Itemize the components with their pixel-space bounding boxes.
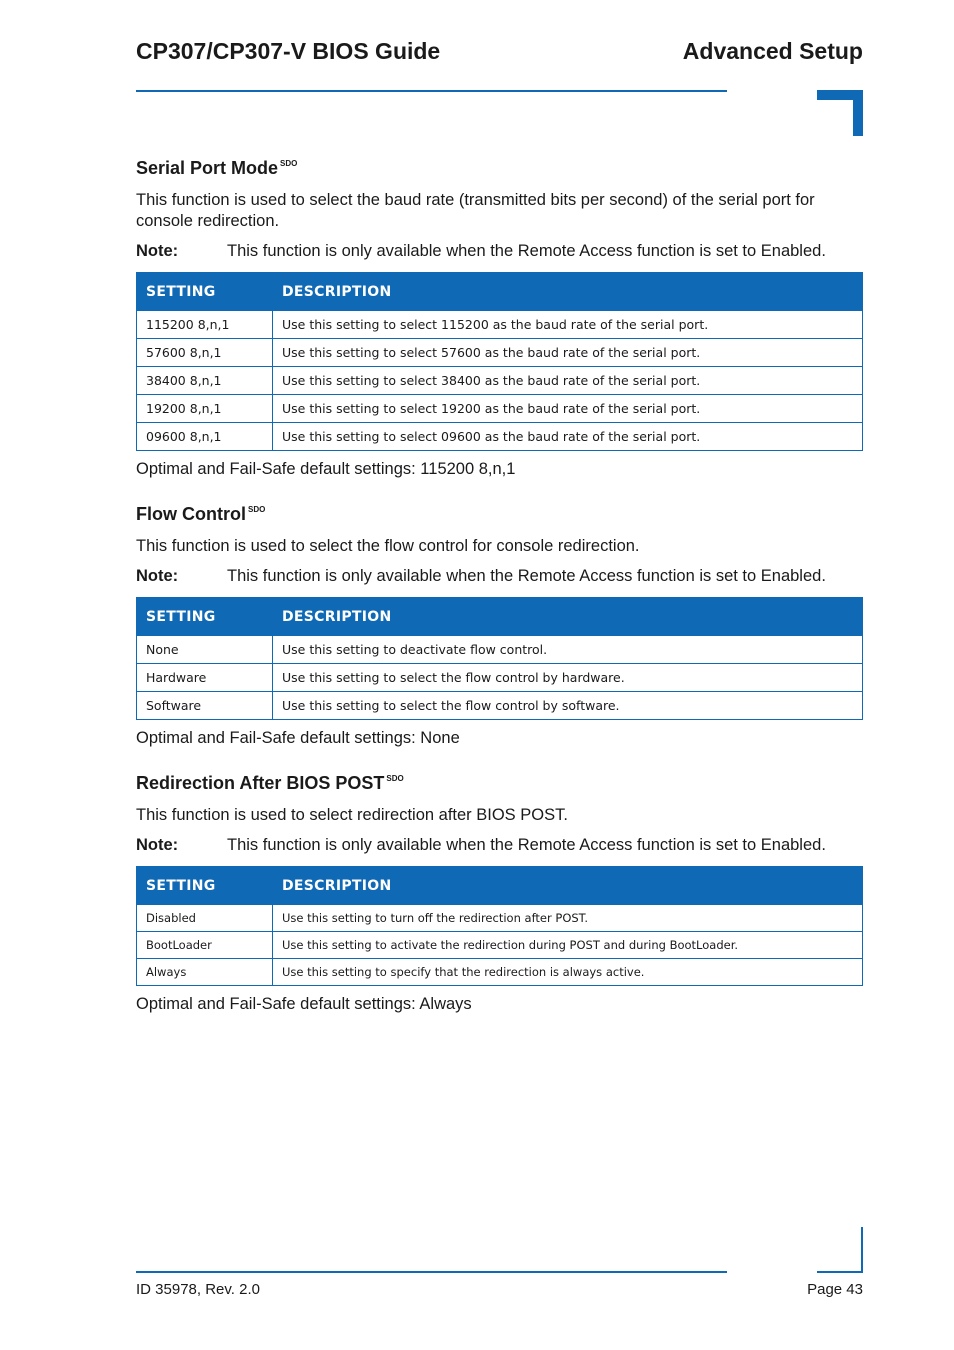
table-row bbox=[137, 423, 863, 451]
setting-cell: 09600 8,n,1 bbox=[137, 423, 273, 451]
description-cell: Use this setting to select 115200 as the baud rate of the serial port. bbox=[273, 311, 863, 339]
section-heading-serial-port-mode: Serial Port Mode $^{SDO}$ bbox=[136, 158, 298, 178]
note bbox=[136, 835, 863, 856]
header-description: DESCRIPTION bbox=[273, 867, 863, 905]
table-row bbox=[137, 311, 863, 339]
note-label: Note: bbox=[136, 567, 179, 585]
table-row bbox=[137, 367, 863, 395]
description-cell: Use this setting to select 09600 as the baud rate of the serial port. bbox=[273, 423, 863, 451]
note-label: Note: bbox=[136, 242, 179, 260]
note-label: Note: bbox=[136, 836, 179, 854]
setting-cell: Hardware bbox=[137, 664, 273, 692]
setting-cell: 57600 8,n,1 bbox=[137, 339, 273, 367]
header-rule bbox=[136, 90, 727, 92]
table-row bbox=[137, 692, 863, 720]
setting-cell: BootLoader bbox=[137, 932, 273, 959]
description-cell: Use this setting to select the flow control by software. bbox=[273, 692, 863, 720]
default-settings: Optimal and Fail-Safe default settings: Always bbox=[136, 995, 472, 1013]
sdo-tag: SDO bbox=[247, 505, 266, 514]
description-cell: Use this setting to turn off the redirection after POST. bbox=[273, 905, 863, 932]
sdo-tag: SDO bbox=[386, 774, 404, 783]
note-text: This function is only available when the Remote Access function is set to Enabled. bbox=[227, 836, 826, 854]
header-description: DESCRIPTION bbox=[273, 598, 863, 636]
table-header-row bbox=[137, 598, 863, 636]
default-settings: Optimal and Fail-Safe default settings: None bbox=[136, 729, 460, 747]
section-description: This function is used to select the baud rate (transmitted bits per second) of the serial port for console redirection. bbox=[136, 191, 815, 230]
header-description: DESCRIPTION bbox=[273, 273, 863, 311]
document-id: ID 35978, Rev. 2.0 bbox=[136, 1281, 260, 1298]
note-text: This function is only available when the Remote Access function is set to Enabled. bbox=[227, 242, 826, 260]
setting-cell: 115200 8,n,1 bbox=[137, 311, 273, 339]
description-cell: Use this setting to select 19200 as the baud rate of the serial port. bbox=[273, 395, 863, 423]
settings-table-redirection-after-bios-post bbox=[136, 866, 863, 986]
header-setting: SETTING bbox=[137, 867, 273, 905]
table-row bbox=[137, 636, 863, 664]
table-row bbox=[137, 959, 863, 986]
corner-mark-top bbox=[817, 90, 863, 136]
setting-cell: 19200 8,n,1 bbox=[137, 395, 273, 423]
section-heading-flow-control: Flow Control $^{SDO}$ bbox=[136, 504, 266, 524]
document-title: CP307/CP307-V BIOS Guide bbox=[136, 38, 441, 64]
setting-cell: Software bbox=[137, 692, 273, 720]
table-header-row bbox=[137, 273, 863, 311]
default-settings: Optimal and Fail-Safe default settings: 115200 8,n,1 bbox=[136, 460, 516, 478]
header-setting: SETTING bbox=[137, 273, 273, 311]
table-row bbox=[137, 339, 863, 367]
section-title: Advanced Setup bbox=[682, 38, 863, 64]
setting-cell: Disabled bbox=[137, 905, 273, 932]
corner-mark-bottom bbox=[861, 1227, 863, 1273]
sdo-tag: SDO bbox=[280, 159, 298, 168]
footer-rule bbox=[136, 1271, 727, 1273]
description-cell: Use this setting to activate the redirection during POST and during BootLoader. bbox=[273, 932, 863, 959]
note bbox=[136, 241, 863, 262]
section-heading-redirection-after-bios-post: Redirection After BIOS POST $^{SDO}$ bbox=[136, 773, 404, 793]
corner-mark-bottom-rule bbox=[817, 1271, 863, 1273]
header-setting: SETTING bbox=[137, 598, 273, 636]
setting-cell: None bbox=[137, 636, 273, 664]
table-row bbox=[137, 664, 863, 692]
setting-cell: 38400 8,n,1 bbox=[137, 367, 273, 395]
section-description: This function is used to select the flow control for console redirection. bbox=[136, 537, 640, 555]
description-cell: Use this setting to specify that the redirection is always active. bbox=[273, 959, 863, 986]
table-row bbox=[137, 905, 863, 932]
settings-table-flow-control bbox=[136, 597, 863, 720]
note-text: This function is only available when the Remote Access function is set to Enabled. bbox=[227, 567, 826, 585]
table-row bbox=[137, 932, 863, 959]
setting-cell: Always bbox=[137, 959, 273, 986]
note bbox=[136, 566, 863, 587]
description-cell: Use this setting to select 57600 as the baud rate of the serial port. bbox=[273, 339, 863, 367]
page-number: Page 43 bbox=[807, 1281, 863, 1298]
description-cell: Use this setting to select the flow control by hardware. bbox=[273, 664, 863, 692]
settings-table-serial-port-mode bbox=[136, 272, 863, 451]
table-row bbox=[137, 395, 863, 423]
table-header-row bbox=[137, 867, 863, 905]
description-cell: Use this setting to deactivate flow control. bbox=[273, 636, 863, 664]
description-cell: Use this setting to select 38400 as the baud rate of the serial port. bbox=[273, 367, 863, 395]
page-content bbox=[136, 152, 863, 1033]
section-description: This function is used to select redirection after BIOS POST. bbox=[136, 806, 568, 824]
